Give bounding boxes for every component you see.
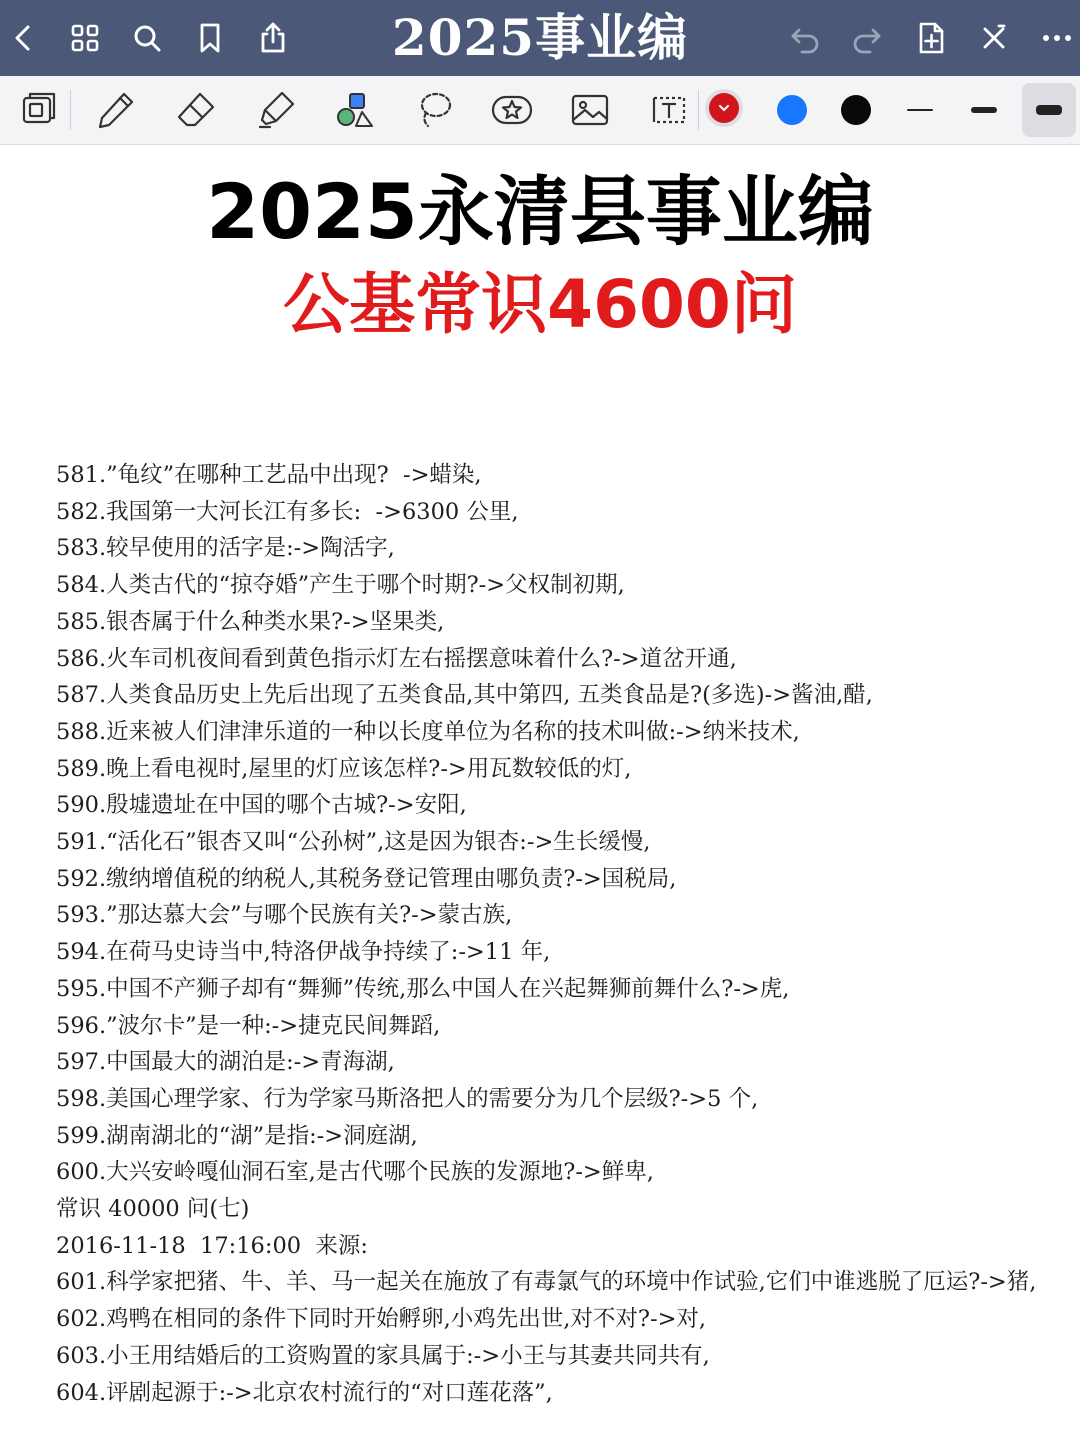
text-icon[interactable] [642,84,694,136]
list-item: 595.中国不产狮子却有“舞狮”传统,那么中国人在兴起舞狮前舞什么?->虎, [56,975,790,1002]
qa-list [56,457,1046,1411]
blue-color [777,95,807,125]
toolbar-divider [70,90,71,130]
list-item: 592.缴纳增值税的纳税人,其税务登记管理由哪负责?->国税局, [56,865,677,892]
document-page[interactable] [0,145,1080,1440]
toolbar-divider [698,90,699,130]
document-title: 2025事业编 [391,8,689,67]
redo-icon[interactable] [848,19,886,57]
sticker-icon[interactable] [486,84,538,136]
drawing-toolbar [0,76,1080,145]
undo-icon[interactable] [786,19,824,57]
list-item: 594.在荷马史诗当中,特洛伊战争持续了:->11 年, [56,939,551,966]
black-color [841,95,871,125]
thin-line-icon [907,109,933,111]
share-icon[interactable] [254,19,292,57]
chevron-down-icon [718,104,730,112]
list-item: 581.”龟纹”在哪种工艺品中出现? ->蜡染, [56,462,482,488]
color-black-swatch[interactable] [830,84,882,136]
list-item: 590.殷墟遗址在中国的哪个古城?->安阳, [56,792,467,819]
list-item: 589.晚上看电视时,屋里的灯应该怎样?->用瓦数较低的灯, [56,755,632,782]
list-item: 602.鸡鸭在相同的条件下同时开始孵卵,小鸡先出世,对不对?->对, [56,1306,707,1333]
list-item: 593.”那达慕大会”与哪个民族有关?->蒙古族, [56,902,513,929]
image-icon[interactable] [564,84,616,136]
stroke-width-thin[interactable] [894,84,946,136]
pen-icon[interactable] [90,84,142,136]
bookmark-icon[interactable] [191,19,229,57]
view-mode-icon[interactable] [12,84,64,136]
list-item: 600.大兴安岭嘎仙洞石室,是古代哪个民族的发源地?->鲜卑, [56,1159,654,1186]
list-item: 591.“活化石”银杏又叫“公孙树”,这是因为银杏:->生长缓慢, [56,829,651,856]
eraser-icon[interactable] [170,84,222,136]
list-item: 586.火车司机夜间看到黄色指示灯左右摇摆意味着什么?->道岔开通, [56,645,737,672]
list-item: 598.美国心理学家、行为学家马斯洛把人的需要分为几个层级?->5 个, [56,1085,759,1112]
list-item: 601.科学家把猪、牛、羊、马一起关在施放了有毒氯气的环境中作试验,它们中谁逃脱了厄运?->猪, [56,1269,1037,1296]
list-item: 603.小王用结婚后的工资购置的家具属于:->小王与其妻共同共有, [56,1342,710,1369]
list-item: 596.”波尔卡”是一种:->捷克民间舞蹈, [56,1012,441,1039]
stroke-width-medium[interactable] [958,84,1010,136]
grid-icon[interactable] [66,19,104,57]
back-icon[interactable] [4,19,42,57]
list-item: 583.较早使用的活字是:->陶活字, [56,535,395,562]
highlighter-icon[interactable] [250,84,302,136]
page-subheading: 公基常识4600问 [283,266,797,343]
list-item: 599.湖南湖北的“湖”是指:->洞庭湖, [56,1122,418,1149]
lasso-icon[interactable] [408,84,460,136]
color-blue-swatch[interactable] [766,84,818,136]
list-item: 582.我国第一大河长江有多长: ->6300 公里, [56,498,519,525]
list-item: 597.中国最大的湖泊是:->青海湖, [56,1049,395,1076]
stroke-width-thick[interactable] [1022,83,1076,137]
close-icon[interactable] [975,19,1013,57]
list-item: 604.评剧起源于:->北京农村流行的“对口莲花落”, [56,1379,553,1406]
list-item: 584.人类古代的“掠夺婚”产生于哪个时期?->父权制初期, [56,572,625,599]
page-heading: 2025永清县事业编 [206,167,874,256]
section-meta: 2016-11-18 17:16:00 来源: [56,1232,368,1259]
color-red-swatch[interactable] [700,84,752,136]
list-item: 587.人类食品历史上先后出现了五类食品,其中第四, 五类食品是?(多选)->酱油,醋, [56,682,873,709]
medium-line-icon [971,107,997,113]
thick-line-icon [1036,105,1062,115]
title-bar [0,0,1080,76]
list-item: 588.近来被人们津津乐道的一种以长度单位为名称的技术叫做:->纳米技术, [56,718,800,745]
more-icon[interactable] [1038,19,1076,57]
search-icon[interactable] [128,19,166,57]
add-page-icon[interactable] [912,19,950,57]
list-item: 585.银杏属于什么种类水果?->坚果类, [56,608,445,635]
section-heading: 常识 40000 问(七) [56,1196,250,1223]
shapes-icon[interactable] [328,84,380,136]
